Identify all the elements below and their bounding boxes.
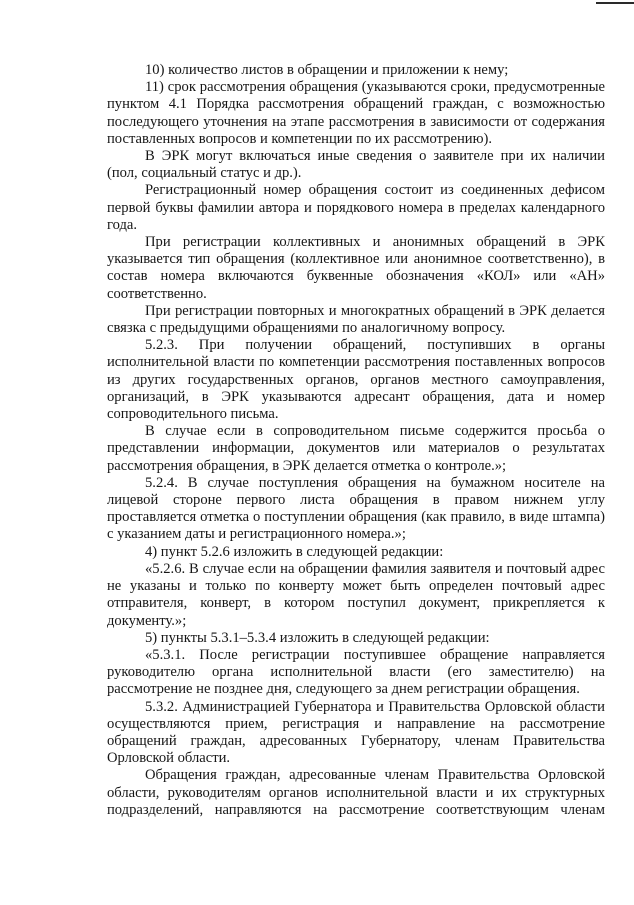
paragraph-registration-number: Регистрационный номер обращения состоит из соединенных дефисом первой буквы фамилии автора и порядкового номера в пределах календарного года.: [107, 182, 605, 233]
paragraph-item-10: 10) количество листов в обращении и приложении к нему;: [145, 62, 509, 78]
paragraph-collective-anonymous: При регистрации коллективных и анонимных обращений в ЭРК указывается тип обращения (коллективное или анонимное соответственно), в состав номера включаются буквенные обозначения «КОЛ» или «АН» соответственно.: [107, 234, 605, 302]
paragraph-5-2-4: 5.2.4. В случае поступления обращения на бумажном носителе на лицевой стороне первого листа обращения в правом нижнем углу проставляется отметка о поступлении обращения (как правило, в виде штампа) с указанием даты и регистрационного номера.»;: [107, 474, 605, 543]
paragraph-item-11: 11) срок рассмотрения обращения (указываются сроки, предусмотренные пунктом 4.1 Порядка рассмотрения обращений граждан, с возможностью последующего уточнения на этапе рассмотрения в зависимости от содержания поставленных вопросов и компетенции по их рассмотрению).: [107, 79, 605, 147]
paragraph-5-3-1: «5.3.1. После регистрации поступившее обращение направляется руководителю органа исполнительной власти (его заместителю) на рассмотрение не позднее дня, следующего за днем регистрации обращения.: [107, 646, 605, 698]
paragraph-5-3-2: 5.3.2. Администрацией Губернатора и Правительства Орловской области осуществляются прием, регистрация и направление на рассмотрение обращений граждан, адресованных Губернатору, членам Правительства Орловской области.: [107, 698, 605, 767]
paragraph-repeat-appeals: При регистрации повторных и многократных обращений в ЭРК делается связка с предыдущими обращениями по аналогичному вопросу.: [107, 302, 605, 337]
top-right-rule: [596, 2, 634, 4]
paragraph-5-2-6: «5.2.6. В случае если на обращении фамилия заявителя и почтовый адрес не указаны и только по конверту может быть определен почтовый адрес отправителя, конверт, в котором поступил документ, прикрепляется к документу.»;: [107, 560, 605, 629]
paragraph-erk-extra-info: В ЭРК могут включаться иные сведения о заявителе при их наличии (пол, социальный статус и др.).: [107, 148, 605, 182]
paragraph-5-2-3: 5.2.3. При получении обращений, поступивших в органы исполнительной власти по компетенции рассмотрения поставленных вопросов из других государственных органов, органов местного самоуправления, организаций, в ЭРК указываются адресант обращения, дата и номер сопроводительного письма.: [107, 337, 605, 423]
paragraph-appeals-members: Обращения граждан, адресованные членам Правительства Орловской области, руководителям органов исполнительной власти и их структурных подразделений, направляются на рассмотрение соответствующим членам: [107, 767, 605, 818]
paragraph-cover-letter: В случае если в сопроводительном письме содержится просьба о представлении информации, документов или материалов о результатах рассмотрения обращения, в ЭРК делается отметка о контроле.»;: [107, 423, 605, 474]
document-page: [107, 62, 605, 819]
paragraph-item-5: 5) пункты 5.3.1–5.3.4 изложить в следующей редакции:: [145, 629, 490, 646]
paragraph-item-4: 4) пункт 5.2.6 изложить в следующей редакции:: [145, 543, 444, 560]
